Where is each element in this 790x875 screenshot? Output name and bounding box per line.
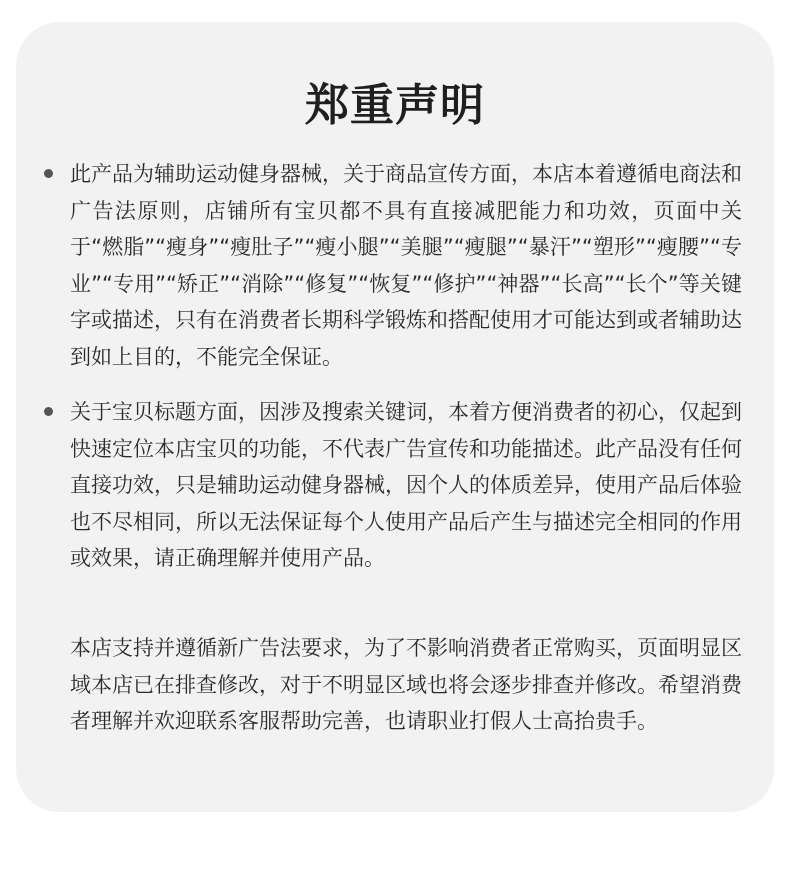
closing-paragraph	[70, 630, 742, 740]
bullet-dot-icon	[44, 407, 53, 416]
page-title: 郑重声明	[305, 80, 485, 131]
statement-paragraph-1	[70, 156, 742, 375]
paragraph-text: 此产品为辅助运动健身器械，关于商品宣传方面，本店本着遵循电商法和广告法原则，店铺所有宝贝都不具有直接减肥能力和功效，页面中关于“燃脂”“瘦身”“瘦肚子”“瘦小腿”“美腿”“瘦腿”“暴汗”“塑形”“瘦腰”“专业”“专用”“矫正”“消除”“修复”“恢复”“修护”“神器”“长高”“长个”等关键字或描述，只有在消费者长期科学锻炼和搭配使用才可能达到或者辅助达到如上目的，不能完全保证。	[70, 162, 742, 369]
paragraph-text: 关于宝贝标题方面，因涉及搜索关键词，本着方便消费者的初心，仅起到快速定位本店宝贝的功能，不代表广告宣传和功能描述。此产品没有任何直接功效，只是辅助运动健身器械，因个人的体质差异，使用产品后体验也不尽相同，所以无法保证每个人使用产品后产生与描述完全相同的作用或效果，请正确理解并使用产品。	[70, 400, 742, 570]
bullet-dot-icon	[44, 169, 53, 178]
statement-paragraph-2	[70, 394, 742, 577]
paragraph-text: 本店支持并遵循新广告法要求，为了不影响消费者正常购买，页面明显区域本店已在排查修改，对于不明显区域也将会逐步排查并修改。希望消费者理解并欢迎联系客服帮助完善，也请职业打假人士高抬贵手。	[70, 636, 742, 733]
